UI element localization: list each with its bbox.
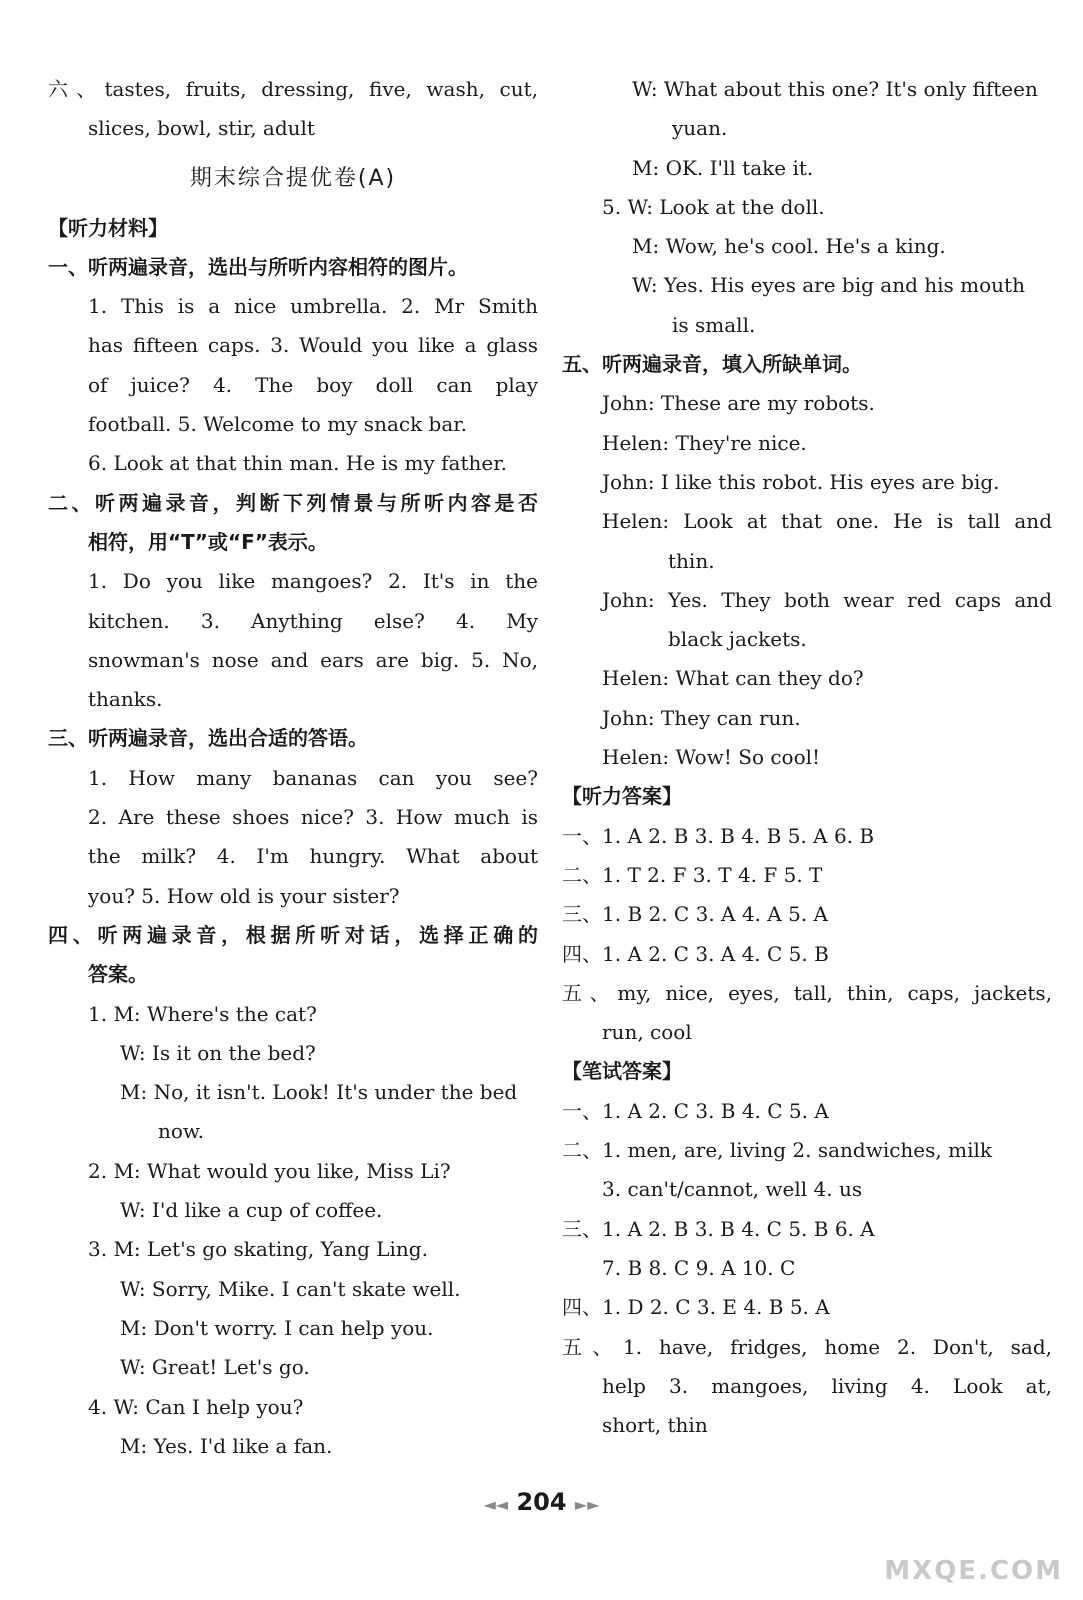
left-line: 1. This is a nice umbrella. 2. Mr Smith (88, 294, 538, 319)
left-line: 3. M: Let's go skating, Yang Ling. (88, 1237, 428, 1262)
left-line: slices, bowl, stir, adult (88, 116, 315, 141)
left-column (48, 70, 538, 1466)
left-line: 二、听两遍录音，判断下列情景与所听内容是否 (48, 490, 538, 515)
right-line: help 3. mangoes, living 4. Look at, (602, 1373, 1052, 1398)
next-arrow-icon: ►► (574, 1495, 600, 1514)
left-line: the milk? 4. I'm hungry. What about (88, 844, 538, 869)
right-line: 5. W: Look at the doll. (602, 194, 825, 219)
right-line: 一、1. A 2. B 3. B 4. B 5. A 6. B (562, 823, 875, 848)
right-line: John: Yes. They both wear red caps and (602, 587, 1052, 612)
right-line: short, thin (602, 1413, 708, 1438)
left-line: W: I'd like a cup of coffee. (120, 1198, 383, 1223)
right-column (562, 70, 1052, 1445)
left-line: has fifteen caps. 3. Would you like a glass (88, 333, 538, 358)
right-line: is small. (672, 312, 756, 337)
right-line: 二、1. men, are, living 2. sandwiches, milk (562, 1138, 992, 1163)
left-line: thanks. (88, 687, 163, 712)
right-line: 四、1. D 2. C 3. E 4. B 5. A (562, 1295, 830, 1320)
right-line: W: Yes. His eyes are big and his mouth (632, 273, 1025, 298)
right-line: Helen: What can they do? (602, 666, 864, 691)
right-line: Helen: Look at that one. He is tall and (602, 509, 1052, 534)
right-line: yuan. (672, 116, 728, 141)
right-line: 三、1. B 2. C 3. A 4. A 5. A (562, 902, 828, 927)
right-line: thin. (668, 548, 715, 573)
right-line: black jackets. (668, 627, 807, 652)
left-line: 1. How many bananas can you see? (88, 765, 538, 790)
page-number: 204 (516, 1488, 567, 1516)
watermark: MXQE.COM (884, 1556, 1063, 1586)
right-line: run, cool (602, 1020, 692, 1045)
left-line: 三、听两遍录音，选出合适的答语。 (48, 726, 368, 751)
right-line: M: Wow, he's cool. He's a king. (632, 234, 946, 259)
left-line: W: Is it on the bed? (120, 1040, 316, 1065)
right-line: Helen: Wow! So cool! (602, 745, 821, 770)
left-line: 2. Are these shoes nice? 3. How much is (88, 805, 538, 830)
left-line: of juice? 4. The boy doll can play (88, 372, 538, 397)
right-line: John: These are my robots. (602, 391, 875, 416)
left-line: M: Don't worry. I can help you. (120, 1315, 434, 1340)
left-line: 六、tastes, fruits, dressing, five, wash, cut, (48, 77, 538, 101)
right-line: 【听力答案】 (562, 784, 682, 809)
left-line: 1. M: Where's the cat? (88, 1001, 317, 1026)
page-footer (0, 1488, 1083, 1516)
right-line: 3. can't/cannot, well 4. us (602, 1177, 863, 1202)
left-line: 2. M: What would you like, Miss Li? (88, 1158, 451, 1183)
right-line: John: They can run. (602, 705, 801, 730)
left-line: 相符，用“T”或“F”表示。 (88, 529, 328, 554)
left-line: 4. W: Can I help you? (88, 1394, 304, 1419)
prev-arrow-icon: ◄◄ (483, 1495, 509, 1514)
left-line: W: Sorry, Mike. I can't skate well. (120, 1276, 461, 1301)
left-line: kitchen. 3. Anything else? 4. My (88, 608, 538, 633)
left-line: W: Great! Let's go. (120, 1355, 310, 1380)
left-line: now. (158, 1119, 205, 1144)
left-line: M: No, it isn't. Look! It's under the bed (120, 1080, 518, 1105)
left-line: 【听力材料】 (48, 215, 168, 240)
right-line: 三、1. A 2. B 3. B 4. C 5. B 6. A (562, 1216, 875, 1241)
right-line: 五、1. have, fridges, home 2. Don't, sad, (562, 1334, 1052, 1359)
right-line: 五、听两遍录音，填入所缺单词。 (562, 352, 862, 377)
right-line: W: What about this one? It's only fifteen (632, 77, 1038, 101)
left-line: 一、听两遍录音，选出与所听内容相符的图片。 (48, 254, 468, 279)
left-line: football. 5. Welcome to my snack bar. (88, 412, 468, 437)
right-line: 7. B 8. C 9. A 10. C (602, 1255, 796, 1280)
left-line: you? 5. How old is your sister? (88, 883, 400, 908)
right-line: Helen: They're nice. (602, 430, 807, 455)
left-line: M: Yes. I'd like a fan. (120, 1433, 333, 1458)
right-line: 一、1. A 2. C 3. B 4. C 5. A (562, 1098, 829, 1123)
right-line: 五、my, nice, eyes, tall, thin, caps, jackets, (562, 980, 1052, 1005)
right-line: 二、1. T 2. F 3. T 4. F 5. T (562, 862, 823, 887)
left-line: 期末综合提优卷(A) (189, 165, 397, 191)
right-line: 四、1. A 2. C 3. A 4. C 5. B (562, 941, 829, 966)
left-line: 四、听两遍录音，根据所听对话，选择正确的 (48, 922, 538, 947)
right-line: M: OK. I'll take it. (632, 155, 814, 180)
left-line: 6. Look at that thin man. He is my father. (88, 451, 507, 476)
left-line: 答案。 (88, 962, 148, 987)
right-line: John: I like this robot. His eyes are big. (602, 469, 1000, 494)
right-line: 【笔试答案】 (562, 1059, 682, 1084)
left-line: 1. Do you like mangoes? 2. It's in the (88, 569, 538, 594)
left-line: snowman's nose and ears are big. 5. No, (88, 647, 538, 672)
